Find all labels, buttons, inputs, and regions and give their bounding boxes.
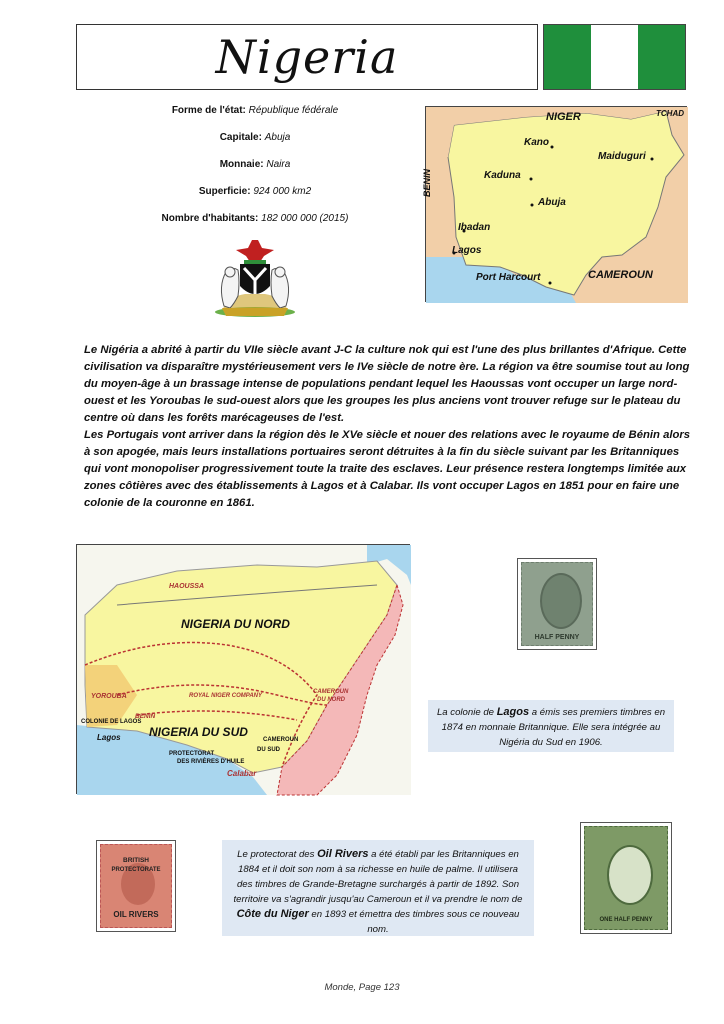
overprint-line-3: OIL RIVERS xyxy=(113,910,159,919)
fact-superficie: Superficie: 924 000 km2 xyxy=(198,186,312,197)
flag-stripe-right xyxy=(638,25,685,89)
lagos-half-penny-stamp xyxy=(517,558,597,650)
lagos-caption: La colonie de Lagos a émis ses premiers timbres en 1874 en monnaie Britannique. Elle sera intégrée au Nigéria du Sud en 1906. xyxy=(428,700,674,752)
queen-portrait-icon xyxy=(540,573,582,629)
map2-label-colonie-de-lagos: COLONIE DE LAGOS xyxy=(81,719,142,725)
oil-rivers-caption: Le protectorat des Oil Rivers a été établi par les Britanniques en 1884 et il doit son nom à sa richesse en huile de palme. Il utilisera des timbres de Grande-Bretagne surchargés à partir de 1892. Son territoire va s'agrandir jusqu'au Cameroun et il va prendre le nom de Côte du Niger en 1893 et émettra des timbres sous ce nouveau nom. xyxy=(222,840,534,936)
map2-label-nigeria-du-nord: NIGERIA DU NORD xyxy=(181,617,290,631)
map1-label-cameroun: CAMEROUN xyxy=(588,269,653,281)
historical-map-graphic xyxy=(77,545,411,795)
niger-coast-stamp-text: ONE HALF PENNY xyxy=(599,917,653,923)
map2-label-cameroun-du-sud-2: DU SUD xyxy=(257,747,281,753)
history-text xyxy=(84,342,692,512)
overprint-line-2: PROTECTORATE xyxy=(111,867,161,873)
map1-label-ibadan: Ibadan xyxy=(458,222,491,233)
map2-label-calabar: Calabar xyxy=(227,769,257,778)
map1-label-lagos: Lagos xyxy=(452,245,482,256)
country-facts xyxy=(120,104,390,239)
map1-label-benin: BENIN xyxy=(422,168,432,197)
page-footer: Monde, Page 123 xyxy=(324,982,400,993)
map2-label-cameroun-du-nord-1: CAMEROUN xyxy=(313,689,349,695)
map2-label-benin: BENIN xyxy=(135,713,156,720)
flag-stripe-left xyxy=(544,25,591,89)
map2-label-cameroun-du-sud-1: CAMEROUN xyxy=(263,737,299,743)
map1-label-kano: Kano xyxy=(524,137,549,148)
nigeria-flag xyxy=(543,24,686,90)
nigeria-map xyxy=(422,106,687,302)
oil-rivers-stamp-body xyxy=(100,844,172,928)
title-box xyxy=(76,24,538,90)
historical-map xyxy=(76,544,410,794)
map1-label-niger: NIGER xyxy=(546,111,581,123)
lagos-stamp-body xyxy=(521,562,593,646)
fact-capitale: Capitale: Abuja xyxy=(219,132,291,143)
map2-label-protectorat-1: PROTECTORAT xyxy=(169,751,215,757)
map2-label-nigeria-du-sud: NIGERIA DU SUD xyxy=(149,725,248,739)
map2-label-protectorat-2: DES RIVIÈRES D'HUILE xyxy=(177,759,245,765)
oil-rivers-stamp xyxy=(96,840,176,932)
map2-label-cameroun-du-nord-2: DU NORD xyxy=(317,697,345,703)
map2-label-haoussa: HAOUSSA xyxy=(169,583,205,590)
lagos-stamp-text: HALF PENNY xyxy=(534,634,580,641)
map1-label-port-harcourt: Port Harcourt xyxy=(476,272,541,283)
queen-portrait-icon xyxy=(607,845,653,905)
fact-forme: Forme de l'état: République fédérale xyxy=(171,105,339,116)
map1-label-abuja: Abuja xyxy=(538,197,566,208)
fact-monnaie: Monnaie: Naira xyxy=(219,159,291,170)
map2-label-royal-niger-company: ROYAL NIGER COMPANY xyxy=(189,693,263,699)
history-paragraph-2: Les Portugais vont arriver dans la région dès le XVe siècle et nouer des relations avec le royaume de Bénin alors à son apogée, mais leurs installations portuaires seront détruites à la fin du siècle suivant par les Britanniques qui vont monopoliser progressivement toute la traite des esclaves. Leur présence restera longtemps limitée aux zones côtières avec des établissements à Lagos et à Calabar. Ils vont occuper Lagos en 1851 pour en faire une colonie de la couronne en 1861. xyxy=(84,429,691,509)
niger-coast-stamp-body xyxy=(584,826,668,930)
coat-of-arms-image xyxy=(200,236,310,320)
niger-coast-stamp xyxy=(580,822,672,934)
map2-label-yorouba: YOROUBA xyxy=(91,693,127,700)
flag-stripe-center xyxy=(591,25,638,89)
fact-habitants: Nombre d'habitants: 182 000 000 (2015) xyxy=(161,213,349,224)
overprint-line-1: BRITISH xyxy=(123,857,149,864)
map1-label-tchad: TCHAD xyxy=(656,109,684,118)
history-paragraph-1: Le Nigéria a abrité à partir du VIIe siècle avant J-C la culture nok qui est l'une des plus brillantes d'Afrique. Cette civilisation va disparaître mystérieusement vers le IVe siècle de notre ère. La région va être soumise tout au long du moyen-âge à un brassage intense de populations pendant lequel les Haoussas vont occuper un large nord-ouest et les Yoroubas le sud-ouest alors que les groupes les plus anciens vont trouver refuge sur le plateau du centre où dans les forêts marécageuses de l'est. xyxy=(84,344,690,424)
page-title: Nigeria xyxy=(215,30,399,84)
map1-label-kaduna: Kaduna xyxy=(484,170,521,181)
map2-label-lagos: Lagos xyxy=(97,733,121,742)
map1-label-maiduguri: Maiduguri xyxy=(598,151,646,162)
